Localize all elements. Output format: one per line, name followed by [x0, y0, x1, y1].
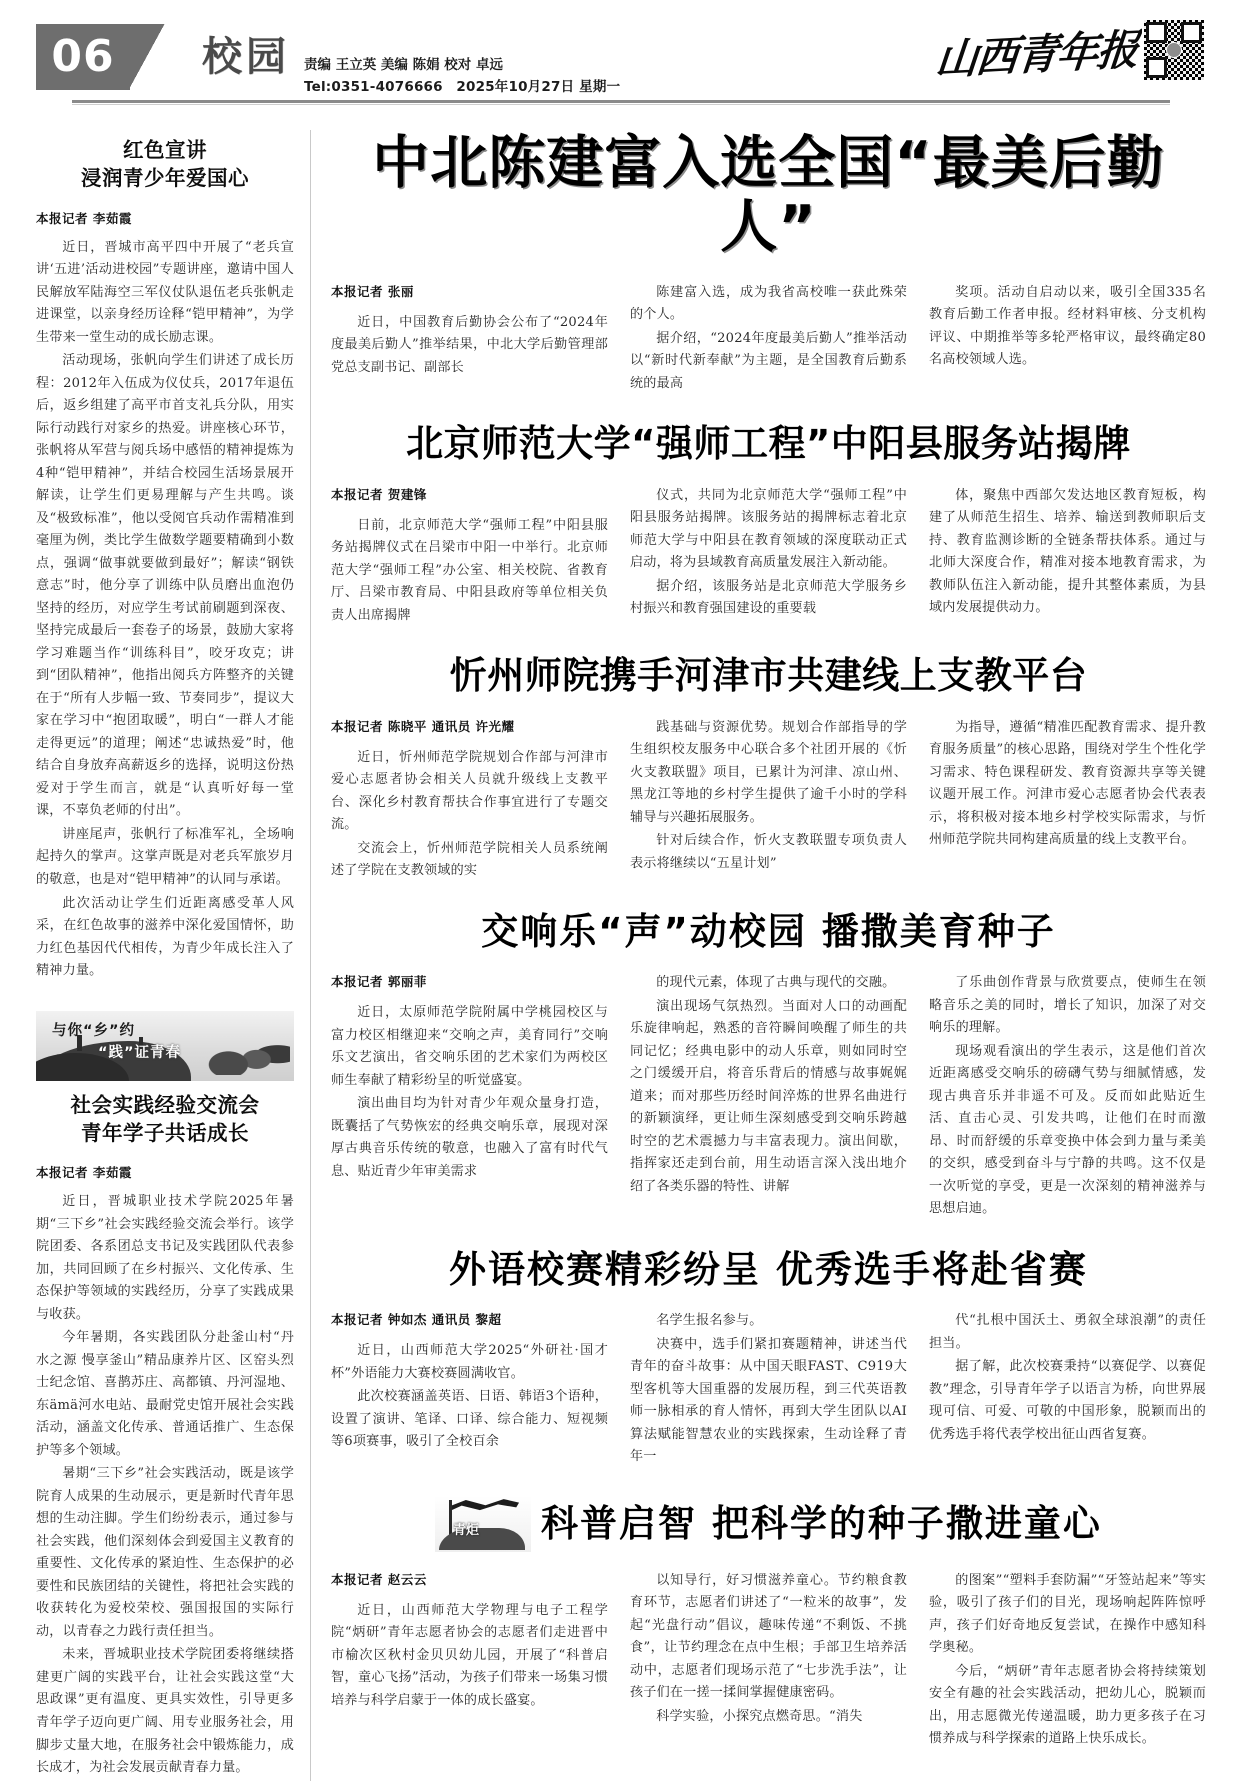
flag-shape — [449, 1498, 519, 1520]
article-paragraph: 的图案”“塑料手套防漏”“牙签站起来”等实验，吸引了孩子们的目光，现场响起阵阵惊呼声，孩子们好奇地反复尝试，在操作中感知科学奥秘。 — [929, 1572, 1206, 1656]
section-headline: 北京师范大学“强师工程”中阳县服务站揭牌 — [406, 422, 1131, 466]
section-headline-with-logo — [331, 1496, 1206, 1552]
article-paragraph: 以知导行，好习惯滋养童心。节约粮食教育环节，志愿者们讲述了“一粒米的故事”，发起“光盘行动”倡议，趣味传递“不剩饭、不挑食”，让节约理念在点中生根；手部卫生培养活动中，志愿者们现场示范了“七步洗手法”，让孩子们在一搓一揉间掌握健康密码。 — [630, 1572, 907, 1701]
article-columns — [331, 282, 1206, 397]
article-paragraph: 演出现场气氛热烈。当面对人口的动画配乐旋律响起，熟悉的音符瞬间唤醒了师生的共同记忆；经典电影中的动人乐章，则如同时空之门缓缓开启，将音乐背后的情感与故事娓娓道来；而对那些历经时间淬炼的世界名曲进行的新颖演绎，更让师生深刻感受到交响乐跨越时空的艺术震撼力与丰富表现力。演出间歇，指挥家还走到台前，用生动语言深入浅出地介绍了各类乐器的特性、讲解 — [630, 998, 907, 1194]
article-paragraph: 此次活动让学生们近距离感受革人风采，在红色故事的滋养中深化爱国情怀，助力红色基因代代相传，为青少年成长注入了精神力量。 — [36, 895, 294, 979]
article-columns — [331, 1570, 1206, 1752]
article-bnu — [331, 422, 1206, 628]
section-headline: 交响乐“声”动校园 播撒美育种子 — [481, 909, 1056, 953]
article-paragraph: 针对后续合作，忻火支教联盟专项负责人表示将继续以“五星计划” — [630, 833, 907, 871]
masthead-credits — [304, 54, 621, 96]
masthead-right — [933, 18, 1206, 85]
article-byline: 本报记者 赵云云 — [331, 1571, 427, 1587]
article-byline: 本报记者 张丽 — [331, 283, 414, 299]
article-paragraph: 据介绍，“2024年度最美后勤人”推举活动以“新时代新奉献”为主题，是全国教育后勤系统的最高 — [630, 330, 907, 391]
article-columns — [331, 717, 1206, 884]
masthead-left — [36, 24, 621, 96]
article-paragraph: 活动现场，张帆向学生们讲述了成长历程：2012年入伍成为仪仗兵，2017年退伍后，返乡组建了高平市首支礼兵分队，用实际行动践行对家乡的热爱。讲座核心环节，张帆将从军营与阅兵场中感悟的精神提炼为4种“铠甲精神”，并结合校园生活场景展开解读，让学生们更易理解与产生共鸣。谈及“极致标准”，他以受阅官兵动作需精准到毫厘为例，类比学生做数学题要精确到小数点，强调“做事就要做到最好”；解读“钢铁意志”时，他分享了训练中队员磨出血泡仍坚持的经历，对应学生考试前刷题到深夜、坚持完成最后一套卷子的场景，鼓励大家将学习难题当作“训练科目”，咬牙攻克；讲到“团队精神”，他指出阅兵方阵整齐的关键在于“所有人步幅一致、节奏同步”，提议大家在学习中“抱团取暖”，明白“一群人才能走得更远”的道理；阐述“忠诚热爱”时，他结合自身放弃高薪返乡的选择，说明这份热爱对于学生而言，就是“认真听好每一堂课，不辜负老师的付出”。 — [36, 353, 294, 819]
article-column-1 — [331, 717, 608, 884]
section-headline: 忻州师院携手河津市共建线上支教平台 — [449, 654, 1088, 698]
article-paragraph: 体，聚焦中西部欠发达地区教育短板，构建了从师范生招生、培养、输送到教师职后支持、教育监测诊断的全链条帮扶体系。通过与北师大深度合作，精准对接本地教育需求，为教师队伍注入新动能，提升其整体素质，为县域内发展提供动力。 — [929, 487, 1206, 616]
article-byline: 本报记者 陈晓平 通讯员 许光耀 — [331, 718, 515, 734]
article-paragraph: 奖项。活动自启动以来，吸引全国335名教育后勤工作者申报。经材料审核、分支机构评议、中期推举等多轮严格审议，最终确定80名高校领域人选。 — [929, 284, 1206, 368]
article-xinzhou — [331, 654, 1206, 883]
page-body — [36, 126, 1206, 1781]
article-byline: 本报记者 钟如杰 通讯员 黎超 — [331, 1312, 502, 1328]
article-column-3 — [929, 717, 1206, 884]
article-column-2 — [630, 972, 907, 1222]
page-number: 06 — [51, 31, 115, 82]
article-column-2 — [630, 717, 907, 884]
headline-line-1: 社会实践经验交流会 — [70, 1092, 260, 1117]
article-paragraph: 近日，晋城职业技术学院2025年暑期“三下乡”社会实践经验交流会举行。该学院团委、各系团总支书记及实践团队代表参加，共同回顾了在乡村振兴、文化传承、生态保护等领域的实践经历，分享了实践成果与收获。 — [36, 1194, 294, 1322]
article-paragraph: 近日，忻州师范学院规划合作部与河津市爱心志愿者协会相关人员就升级线上支教平台、深化乡村教育帮扶合作事宜进行了专题交流。 — [331, 749, 608, 833]
banner-text-line-2: “践”证青春 — [98, 1044, 182, 1061]
left-column — [36, 126, 310, 1781]
credits-tel-date: Tel:0351-4076666 2025年10月27日 星期一 — [304, 79, 621, 96]
section-headline: 科普启智 把科学的种子撒进童心 — [541, 1501, 1102, 1545]
article-columns — [331, 1310, 1206, 1470]
article-paragraph: 现场观看演出的学生表示，这是他们首次近距离感受交响乐的磅礴气势与细腻情感，发现古典音乐并非遥不可及。反而如此贴近生活、直击心灵、引发共鸣，让他们在时而激昂、时而舒缓的乐章变换中体会到力量与柔美的交织，感受到奋斗与宁静的共鸣。这不仅是一次听觉的享受，更是一次深刻的精神滋养与思想启迪。 — [929, 1043, 1206, 1217]
masthead-rule-thin — [72, 104, 1170, 105]
article-column-3 — [929, 282, 1206, 397]
lead-headline: 中北陈建富入选全国“最美后勤人” — [372, 130, 1165, 260]
headline-line-2: 浸润青少年爱国心 — [81, 166, 249, 191]
page-number-badge — [36, 24, 130, 90]
article-column-3 — [929, 972, 1206, 1222]
article-column-3 — [929, 1570, 1206, 1752]
article-paragraph: 了乐曲创作背景与欣赏要点，使师生在领略音乐之美的同时，增长了知识，加深了对交响乐的理解。 — [929, 975, 1206, 1036]
article-headline — [36, 136, 294, 193]
article-paragraph: 科学实验，小探究点燃奇思。“消失 — [656, 1708, 863, 1724]
article-paragraph: 近日，太原师范学院附属中学桃园校区与富力校区相继迎来“交响之声，美育同行”交响乐文艺演出，省交响乐团的艺术家们为两校区师生奉献了精彩纷呈的听觉盛宴。 — [331, 1005, 608, 1088]
brand-wordmark: 山西青年报 — [933, 24, 1140, 85]
banner-text-line-1: 与你“乡”约 — [52, 1022, 136, 1039]
article-hongse-xuanjiang — [36, 136, 294, 983]
article-paragraph: 名学生报名参与。 — [656, 1313, 763, 1329]
rural-practice-banner-image — [36, 1011, 294, 1081]
article-paragraph: 为指导，遵循“精准匹配教育需求、提升教育服务质量”的核心思路，围绕对学生个性化学习需求、特色课程研发、教育资源共享等关键议题开展工作。河津市爱心志愿者协会代表表示，将积极对接本地乡村学校实际需求，与忻州师范学院共同构建高质量的线上支教平台。 — [929, 719, 1206, 848]
article-paragraph: 此次校赛涵盖英语、日语、韩语3个语种，设置了演讲、笔译、口译、综合能力、短视频等6项赛事，吸引了全校百余 — [331, 1389, 608, 1450]
article-paragraph: 的现代元素，体现了古典与现代的交融。 — [656, 975, 896, 991]
article-language — [331, 1248, 1206, 1470]
article-shehui-shijian — [36, 1091, 294, 1780]
masthead-rule — [72, 100, 1170, 103]
article-column-1 — [331, 1570, 608, 1752]
article-paragraph: 讲座尾声，张帆行了标准军礼，全场响起持久的掌声。这掌声既是对老兵军旅岁月的敬意，也是对“铠甲精神”的认同与承诺。 — [36, 826, 294, 887]
article-byline: 本报记者 贺建锋 — [331, 486, 427, 502]
article-paragraph: 今年暑期，各实践团队分赴釜山村“丹水之源 慢享釜山”精品康养片区、区窑头烈士纪念馆、喜鹊苏庄、高都镇、丹河湿地、东ämä河水电站、最耐党史馆开展社会实践活动，涵盖文化传承、普通话推广、生态保护等多个领域。 — [36, 1330, 294, 1458]
article-paragraph: 代“扎根中国沃土、勇叙全球浪潮”的责任担当。 — [929, 1313, 1206, 1351]
article-paragraph: 演出曲目均为针对青少年观众量身打造，既囊括了气势恢宏的经典交响乐章，展现对深厚古典音乐传统的敬意，也融入了富有时代气息、贴近青少年审美需求 — [331, 1096, 608, 1179]
article-column-2 — [630, 1570, 907, 1752]
masthead-slash-rule — [166, 24, 190, 90]
article-paragraph: 陈建富入选，成为我省高校唯一获此殊荣的个人。 — [630, 284, 907, 323]
article-column-3 — [929, 485, 1206, 629]
banner-figures-shape — [202, 1023, 290, 1075]
headline-line-2: 青年学子共话成长 — [81, 1120, 249, 1145]
article-byline: 本报记者 郭丽菲 — [331, 974, 427, 990]
article-column-2 — [630, 485, 907, 629]
article-column-1 — [331, 1310, 608, 1470]
article-paragraph: 近日，山西师范大学物理与电子工程学院“炳研”青年志愿者协会的志愿者们走进晋中市榆次区秋村金贝贝幼儿园，开展了“科普启智，童心飞扬”活动，为孩子们带来一场集习惯培养与科学启蒙于一体的成长盛宴。 — [331, 1602, 608, 1708]
article-paragraph: 据介绍，该服务站是北京师范大学服务乡村振兴和教育强国建设的重要载 — [630, 578, 907, 617]
article-columns — [331, 972, 1206, 1222]
article-zhongbei — [331, 132, 1206, 396]
credits-editors: 责编 王立英 美编 陈娟 校对 卓远 — [304, 57, 503, 73]
masthead — [36, 0, 1206, 104]
article-paragraph: 仪式，共同为北京师范大学“强师工程”中阳县服务站揭牌。该服务站的揭牌标志着北京师范大学与中阳县在教育领域的深度联动正式启动，将为县域教育高质量发展注入新动能。 — [630, 487, 907, 571]
article-paragraph: 暑期“三下乡”社会实践活动，既是该学院育人成果的生动展示，更是新时代青年思想的生动注脚。学生们纷纷表示，通过参与社会实践，他们深刻体会到爱国主义教育的重要性、文化传承的紧迫性、生态保护的必要性和民族团结的关键性，将把社会实践的收获转化为爱校荣校、强国报国的实际行动，以青春之力践行责任担当。 — [36, 1466, 294, 1639]
article-byline: 本报记者 李茹霞 — [36, 210, 132, 226]
article-column-1 — [331, 485, 608, 629]
article-paragraph: 据了解，此次校赛秉持“以赛促学、以赛促教”理念，引导青年学子以语言为桥，向世界展现可信、可爱、可敬的中国形象，脱颖而出的优秀选手将代表学校出征山西省复赛。 — [929, 1359, 1206, 1442]
article-columns — [331, 485, 1206, 629]
article-kepu — [331, 1496, 1206, 1752]
article-paragraph: 交流会上，忻州师范学院相关人员系统阐述了学院在支教领域的实 — [331, 840, 608, 879]
article-paragraph: 近日，晋城市高平四中开展了“老兵宣讲‘五进’活动进校园”专题讲座，邀请中国人民解放军陆海空三军仪仗队退伍老兵张帆走进课堂，以亲身经历诠释“铠甲精神”，为学生带来一堂生动的成长励志课。 — [36, 239, 294, 345]
article-column-2 — [630, 1310, 907, 1470]
masthead-slash-shape — [130, 24, 166, 90]
article-paragraph: 今后，“炳研”青年志愿者协会将持续策划安全有趣的社会实践活动，把幼儿心，脱颖而出，用志愿微光传递温暖，助力更多孩子在习惯养成与科学探索的道路上快乐成长。 — [929, 1663, 1206, 1747]
article-byline: 本报记者 李茹霞 — [36, 1165, 132, 1181]
article-paragraph: 未来，晋城职业技术学院团委将继续搭建更广阔的实践平台，让社会实践这堂“大思政课”更有温度、更具实效性，引导更多青年学子迈向更广阔、用专业服务社会，用脚步丈量大地，在服务社会中锻炼能力，成长成才，为社会发展贡献青春力量。 — [36, 1647, 294, 1776]
article-column-3 — [929, 1310, 1206, 1470]
main-column — [311, 126, 1206, 1752]
section-title: 校园 — [202, 33, 290, 80]
flag-logo-label: 青炬 — [453, 1522, 480, 1538]
article-paragraph: 近日，中国教育后勤协会公布了“2024年度最美后勤人”推举结果，中北大学后勤管理部党总支副书记、副部长 — [331, 314, 608, 375]
article-paragraph: 践基础与资源优势。规划合作部指导的学生组织校友服务中心联合多个社团开展的《忻火支教联盟》项目，已累计为河津、凉山州、黑龙江等地的乡村学生提供了逾千小时的学科辅导与兴趣拓展服务。 — [630, 719, 907, 825]
section-headline: 外语校赛精彩纷呈 优秀选手将赴省赛 — [449, 1247, 1088, 1291]
qr-code-icon[interactable] — [1142, 18, 1206, 82]
flag-logo-icon — [435, 1496, 531, 1552]
article-symphony — [331, 910, 1206, 1222]
article-column-1 — [331, 972, 608, 1222]
headline-line-1: 红色宣讲 — [123, 138, 207, 162]
article-column-2 — [630, 282, 907, 397]
article-paragraph: 决赛中，选手们紧扣赛题精神，讲述当代青年的奋斗故事：从中国天眼FAST、C919大型客机等大国重器的发展历程，到三代英语教师一脉相承的育人情怀，再到大学生团队以AI算法赋能智慧农业的实践探索，生动诠释了青年一 — [630, 1336, 907, 1465]
article-paragraph: 日前，北京师范大学“强师工程”中阳县服务站揭牌仪式在吕梁市中阳一中举行。北京师范大学“强师工程”办公室、相关校院、省教育厅、吕梁市教育局、中阳县政府等单位相关负责人出席揭牌 — [331, 517, 608, 623]
article-headline — [36, 1091, 294, 1148]
article-column-1 — [331, 282, 608, 397]
article-paragraph: 近日，山西师范大学2025“外研社·国才杯”外语能力大赛校赛圆满收官。 — [331, 1343, 608, 1381]
